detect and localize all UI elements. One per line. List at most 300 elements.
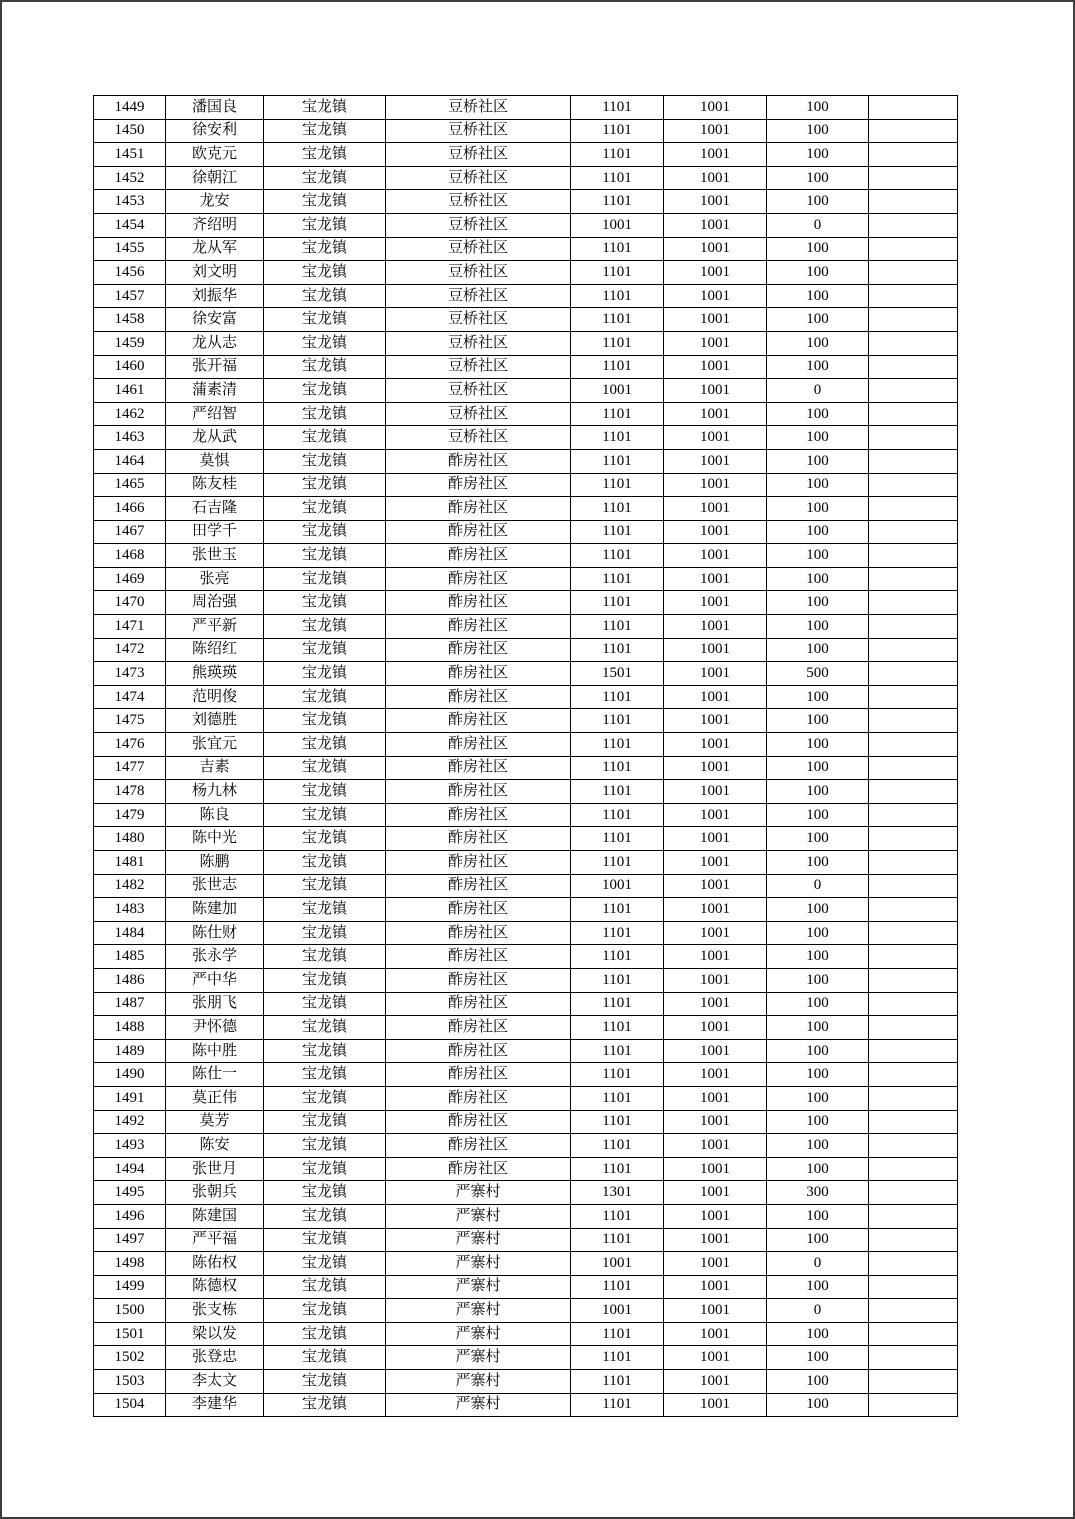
code-a-cell: 1001 (571, 874, 664, 898)
row-number-cell: 1503 (94, 1370, 166, 1394)
code-b-cell: 1001 (664, 213, 767, 237)
name-cell: 杨九林 (166, 780, 264, 804)
blank-cell (869, 237, 958, 261)
code-b-cell: 1001 (664, 473, 767, 497)
town-cell: 宝龙镇 (264, 308, 386, 332)
table-row (94, 1370, 958, 1394)
blank-cell (869, 992, 958, 1016)
row-number-cell: 1477 (94, 756, 166, 780)
town-cell: 宝龙镇 (264, 331, 386, 355)
name-cell: 张世志 (166, 874, 264, 898)
blank-cell (869, 1181, 958, 1205)
code-a-cell: 1101 (571, 1204, 664, 1228)
name-cell: 陈友桂 (166, 473, 264, 497)
row-number-cell: 1501 (94, 1322, 166, 1346)
amount-cell: 100 (767, 473, 869, 497)
town-cell: 宝龙镇 (264, 709, 386, 733)
name-cell: 熊瑛瑛 (166, 662, 264, 686)
code-a-cell: 1101 (571, 1039, 664, 1063)
amount-cell: 100 (767, 284, 869, 308)
town-cell: 宝龙镇 (264, 1039, 386, 1063)
name-cell: 严中华 (166, 968, 264, 992)
town-cell: 宝龙镇 (264, 284, 386, 308)
table-row (94, 1228, 958, 1252)
village-cell: 严寨村 (386, 1393, 571, 1417)
row-number-cell: 1469 (94, 567, 166, 591)
code-b-cell: 1001 (664, 756, 767, 780)
blank-cell (869, 615, 958, 639)
amount-cell: 100 (767, 166, 869, 190)
row-number-cell: 1493 (94, 1134, 166, 1158)
village-cell: 酢房社区 (386, 803, 571, 827)
blank-cell (869, 308, 958, 332)
code-b-cell: 1001 (664, 166, 767, 190)
row-number-cell: 1450 (94, 119, 166, 143)
name-cell: 欧克元 (166, 143, 264, 167)
code-a-cell: 1101 (571, 567, 664, 591)
code-a-cell: 1101 (571, 1157, 664, 1181)
name-cell: 陈佑权 (166, 1252, 264, 1276)
row-number-cell: 1452 (94, 166, 166, 190)
village-cell: 酢房社区 (386, 756, 571, 780)
blank-cell (869, 827, 958, 851)
beneficiary-table (93, 95, 958, 1417)
code-a-cell: 1101 (571, 520, 664, 544)
row-number-cell: 1454 (94, 213, 166, 237)
table-row (94, 237, 958, 261)
town-cell: 宝龙镇 (264, 520, 386, 544)
village-cell: 豆桥社区 (386, 402, 571, 426)
name-cell: 张登忠 (166, 1346, 264, 1370)
row-number-cell: 1464 (94, 449, 166, 473)
code-a-cell: 1101 (571, 143, 664, 167)
village-cell: 酢房社区 (386, 1086, 571, 1110)
amount-cell: 100 (767, 1134, 869, 1158)
village-cell: 酢房社区 (386, 544, 571, 568)
town-cell: 宝龙镇 (264, 780, 386, 804)
blank-cell (869, 921, 958, 945)
table-row (94, 355, 958, 379)
blank-cell (869, 1275, 958, 1299)
code-a-cell: 1101 (571, 544, 664, 568)
village-cell: 豆桥社区 (386, 379, 571, 403)
row-number-cell: 1500 (94, 1299, 166, 1323)
village-cell: 酢房社区 (386, 638, 571, 662)
table-row (94, 1346, 958, 1370)
town-cell: 宝龙镇 (264, 1252, 386, 1276)
row-number-cell: 1465 (94, 473, 166, 497)
code-a-cell: 1101 (571, 1134, 664, 1158)
row-number-cell: 1457 (94, 284, 166, 308)
village-cell: 酢房社区 (386, 780, 571, 804)
row-number-cell: 1480 (94, 827, 166, 851)
name-cell: 陈仕一 (166, 1063, 264, 1087)
code-a-cell: 1101 (571, 733, 664, 757)
amount-cell: 100 (767, 898, 869, 922)
table-row (94, 1252, 958, 1276)
code-a-cell: 1101 (571, 1393, 664, 1417)
village-cell: 酢房社区 (386, 827, 571, 851)
code-b-cell: 1001 (664, 355, 767, 379)
code-b-cell: 1001 (664, 827, 767, 851)
code-b-cell: 1001 (664, 662, 767, 686)
town-cell: 宝龙镇 (264, 544, 386, 568)
name-cell: 田学千 (166, 520, 264, 544)
table-row (94, 662, 958, 686)
name-cell: 张朝兵 (166, 1181, 264, 1205)
name-cell: 石吉隆 (166, 497, 264, 521)
town-cell: 宝龙镇 (264, 968, 386, 992)
table-row (94, 1157, 958, 1181)
code-b-cell: 1001 (664, 1275, 767, 1299)
name-cell: 陈德权 (166, 1275, 264, 1299)
amount-cell: 100 (767, 1157, 869, 1181)
row-number-cell: 1489 (94, 1039, 166, 1063)
blank-cell (869, 1110, 958, 1134)
town-cell: 宝龙镇 (264, 1299, 386, 1323)
name-cell: 龙从武 (166, 426, 264, 450)
row-number-cell: 1458 (94, 308, 166, 332)
blank-cell (869, 119, 958, 143)
table-row (94, 921, 958, 945)
table-row (94, 143, 958, 167)
village-cell: 豆桥社区 (386, 261, 571, 285)
code-b-cell: 1001 (664, 780, 767, 804)
table-row (94, 308, 958, 332)
table-row (94, 685, 958, 709)
town-cell: 宝龙镇 (264, 379, 386, 403)
name-cell: 张朋飞 (166, 992, 264, 1016)
table-row (94, 473, 958, 497)
code-b-cell: 1001 (664, 426, 767, 450)
amount-cell: 100 (767, 1370, 869, 1394)
code-a-cell: 1101 (571, 1086, 664, 1110)
blank-cell (869, 709, 958, 733)
row-number-cell: 1499 (94, 1275, 166, 1299)
blank-cell (869, 567, 958, 591)
table-row (94, 1039, 958, 1063)
village-cell: 酢房社区 (386, 1016, 571, 1040)
village-cell: 豆桥社区 (386, 143, 571, 167)
row-number-cell: 1474 (94, 685, 166, 709)
village-cell: 酢房社区 (386, 851, 571, 875)
code-b-cell: 1001 (664, 261, 767, 285)
row-number-cell: 1488 (94, 1016, 166, 1040)
amount-cell: 100 (767, 497, 869, 521)
table-row (94, 756, 958, 780)
blank-cell (869, 1322, 958, 1346)
town-cell: 宝龙镇 (264, 1181, 386, 1205)
row-number-cell: 1455 (94, 237, 166, 261)
code-b-cell: 1001 (664, 449, 767, 473)
row-number-cell: 1478 (94, 780, 166, 804)
code-a-cell: 1101 (571, 355, 664, 379)
code-a-cell: 1101 (571, 284, 664, 308)
code-b-cell: 1001 (664, 591, 767, 615)
blank-cell (869, 143, 958, 167)
village-cell: 酢房社区 (386, 662, 571, 686)
name-cell: 陈绍红 (166, 638, 264, 662)
town-cell: 宝龙镇 (264, 213, 386, 237)
row-number-cell: 1461 (94, 379, 166, 403)
code-b-cell: 1001 (664, 331, 767, 355)
town-cell: 宝龙镇 (264, 827, 386, 851)
name-cell: 蒲素清 (166, 379, 264, 403)
table-row (94, 520, 958, 544)
code-a-cell: 1101 (571, 827, 664, 851)
table-row (94, 449, 958, 473)
blank-cell (869, 426, 958, 450)
code-a-cell: 1101 (571, 803, 664, 827)
amount-cell: 100 (767, 709, 869, 733)
name-cell: 张永学 (166, 945, 264, 969)
town-cell: 宝龙镇 (264, 615, 386, 639)
town-cell: 宝龙镇 (264, 898, 386, 922)
blank-cell (869, 638, 958, 662)
code-a-cell: 1101 (571, 402, 664, 426)
town-cell: 宝龙镇 (264, 143, 386, 167)
village-cell: 严寨村 (386, 1346, 571, 1370)
table-row (94, 1016, 958, 1040)
name-cell: 陈安 (166, 1134, 264, 1158)
code-b-cell: 1001 (664, 992, 767, 1016)
town-cell: 宝龙镇 (264, 921, 386, 945)
town-cell: 宝龙镇 (264, 851, 386, 875)
code-b-cell: 1001 (664, 497, 767, 521)
village-cell: 酢房社区 (386, 520, 571, 544)
table-row (94, 544, 958, 568)
name-cell: 刘德胜 (166, 709, 264, 733)
table-row (94, 591, 958, 615)
table-row (94, 1275, 958, 1299)
row-number-cell: 1470 (94, 591, 166, 615)
blank-cell (869, 190, 958, 214)
table-row (94, 284, 958, 308)
row-number-cell: 1462 (94, 402, 166, 426)
village-cell: 酢房社区 (386, 473, 571, 497)
code-a-cell: 1101 (571, 780, 664, 804)
blank-cell (869, 402, 958, 426)
code-a-cell: 1501 (571, 662, 664, 686)
blank-cell (869, 331, 958, 355)
name-cell: 刘振华 (166, 284, 264, 308)
table-body (94, 96, 958, 1417)
amount-cell: 100 (767, 308, 869, 332)
code-b-cell: 1001 (664, 544, 767, 568)
blank-cell (869, 1370, 958, 1394)
name-cell: 张世玉 (166, 544, 264, 568)
town-cell: 宝龙镇 (264, 638, 386, 662)
name-cell: 梁以发 (166, 1322, 264, 1346)
table-row (94, 945, 958, 969)
town-cell: 宝龙镇 (264, 1393, 386, 1417)
row-number-cell: 1485 (94, 945, 166, 969)
name-cell: 李太文 (166, 1370, 264, 1394)
amount-cell: 100 (767, 520, 869, 544)
amount-cell: 100 (767, 426, 869, 450)
name-cell: 范明俊 (166, 685, 264, 709)
amount-cell: 100 (767, 355, 869, 379)
town-cell: 宝龙镇 (264, 1370, 386, 1394)
code-b-cell: 1001 (664, 1370, 767, 1394)
blank-cell (869, 1393, 958, 1417)
table-row (94, 1393, 958, 1417)
code-a-cell: 1101 (571, 166, 664, 190)
town-cell: 宝龙镇 (264, 119, 386, 143)
code-b-cell: 1001 (664, 119, 767, 143)
blank-cell (869, 780, 958, 804)
code-a-cell: 1101 (571, 945, 664, 969)
name-cell: 张宜元 (166, 733, 264, 757)
code-a-cell: 1101 (571, 96, 664, 120)
amount-cell: 0 (767, 1252, 869, 1276)
amount-cell: 100 (767, 119, 869, 143)
village-cell: 豆桥社区 (386, 308, 571, 332)
town-cell: 宝龙镇 (264, 992, 386, 1016)
blank-cell (869, 945, 958, 969)
amount-cell: 100 (767, 449, 869, 473)
code-a-cell: 1301 (571, 1181, 664, 1205)
town-cell: 宝龙镇 (264, 756, 386, 780)
name-cell: 尹怀德 (166, 1016, 264, 1040)
village-cell: 酢房社区 (386, 992, 571, 1016)
code-b-cell: 1001 (664, 1393, 767, 1417)
row-number-cell: 1475 (94, 709, 166, 733)
amount-cell: 100 (767, 567, 869, 591)
town-cell: 宝龙镇 (264, 685, 386, 709)
name-cell: 张世月 (166, 1157, 264, 1181)
name-cell: 陈建加 (166, 898, 264, 922)
village-cell: 严寨村 (386, 1252, 571, 1276)
village-cell: 酢房社区 (386, 898, 571, 922)
town-cell: 宝龙镇 (264, 1063, 386, 1087)
code-b-cell: 1001 (664, 1039, 767, 1063)
code-a-cell: 1101 (571, 685, 664, 709)
row-number-cell: 1498 (94, 1252, 166, 1276)
table-row (94, 261, 958, 285)
name-cell: 陈建国 (166, 1204, 264, 1228)
code-a-cell: 1101 (571, 308, 664, 332)
row-number-cell: 1497 (94, 1228, 166, 1252)
table-row (94, 615, 958, 639)
code-b-cell: 1001 (664, 1063, 767, 1087)
row-number-cell: 1468 (94, 544, 166, 568)
code-a-cell: 1101 (571, 261, 664, 285)
code-a-cell: 1101 (571, 968, 664, 992)
blank-cell (869, 685, 958, 709)
code-a-cell: 1101 (571, 426, 664, 450)
table-row (94, 851, 958, 875)
town-cell: 宝龙镇 (264, 1228, 386, 1252)
table-row (94, 1204, 958, 1228)
row-number-cell: 1473 (94, 662, 166, 686)
amount-cell: 100 (767, 1063, 869, 1087)
blank-cell (869, 1346, 958, 1370)
village-cell: 酢房社区 (386, 567, 571, 591)
row-number-cell: 1460 (94, 355, 166, 379)
code-a-cell: 1101 (571, 449, 664, 473)
table-row (94, 898, 958, 922)
amount-cell: 500 (767, 662, 869, 686)
blank-cell (869, 449, 958, 473)
amount-cell: 100 (767, 638, 869, 662)
code-b-cell: 1001 (664, 874, 767, 898)
village-cell: 严寨村 (386, 1322, 571, 1346)
table-row (94, 733, 958, 757)
name-cell: 龙从军 (166, 237, 264, 261)
blank-cell (869, 874, 958, 898)
table-row (94, 638, 958, 662)
name-cell: 莫正伟 (166, 1086, 264, 1110)
code-a-cell: 1101 (571, 756, 664, 780)
amount-cell: 300 (767, 1181, 869, 1205)
table-row (94, 803, 958, 827)
blank-cell (869, 544, 958, 568)
code-b-cell: 1001 (664, 1252, 767, 1276)
table-row (94, 1181, 958, 1205)
code-b-cell: 1001 (664, 1204, 767, 1228)
town-cell: 宝龙镇 (264, 803, 386, 827)
amount-cell: 100 (767, 685, 869, 709)
code-a-cell: 1101 (571, 638, 664, 662)
village-cell: 严寨村 (386, 1204, 571, 1228)
code-b-cell: 1001 (664, 1086, 767, 1110)
village-cell: 酢房社区 (386, 591, 571, 615)
table-row (94, 1086, 958, 1110)
village-cell: 严寨村 (386, 1181, 571, 1205)
code-b-cell: 1001 (664, 1157, 767, 1181)
town-cell: 宝龙镇 (264, 1110, 386, 1134)
amount-cell: 0 (767, 874, 869, 898)
village-cell: 酢房社区 (386, 1157, 571, 1181)
row-number-cell: 1491 (94, 1086, 166, 1110)
blank-cell (869, 733, 958, 757)
code-b-cell: 1001 (664, 709, 767, 733)
code-b-cell: 1001 (664, 945, 767, 969)
code-a-cell: 1101 (571, 591, 664, 615)
row-number-cell: 1453 (94, 190, 166, 214)
amount-cell: 100 (767, 190, 869, 214)
row-number-cell: 1502 (94, 1346, 166, 1370)
amount-cell: 100 (767, 780, 869, 804)
name-cell: 陈鹏 (166, 851, 264, 875)
code-b-cell: 1001 (664, 1016, 767, 1040)
row-number-cell: 1486 (94, 968, 166, 992)
name-cell: 陈中光 (166, 827, 264, 851)
name-cell: 陈仕财 (166, 921, 264, 945)
amount-cell: 100 (767, 1228, 869, 1252)
village-cell: 豆桥社区 (386, 119, 571, 143)
town-cell: 宝龙镇 (264, 355, 386, 379)
name-cell: 严平福 (166, 1228, 264, 1252)
town-cell: 宝龙镇 (264, 1086, 386, 1110)
code-b-cell: 1001 (664, 308, 767, 332)
amount-cell: 100 (767, 733, 869, 757)
code-b-cell: 1001 (664, 921, 767, 945)
village-cell: 酢房社区 (386, 497, 571, 521)
name-cell: 严平新 (166, 615, 264, 639)
name-cell: 潘国良 (166, 96, 264, 120)
village-cell: 酢房社区 (386, 1039, 571, 1063)
table-row (94, 1322, 958, 1346)
blank-cell (869, 166, 958, 190)
code-b-cell: 1001 (664, 143, 767, 167)
blank-cell (869, 284, 958, 308)
code-b-cell: 1001 (664, 685, 767, 709)
table-row (94, 992, 958, 1016)
code-a-cell: 1101 (571, 992, 664, 1016)
table-row (94, 497, 958, 521)
